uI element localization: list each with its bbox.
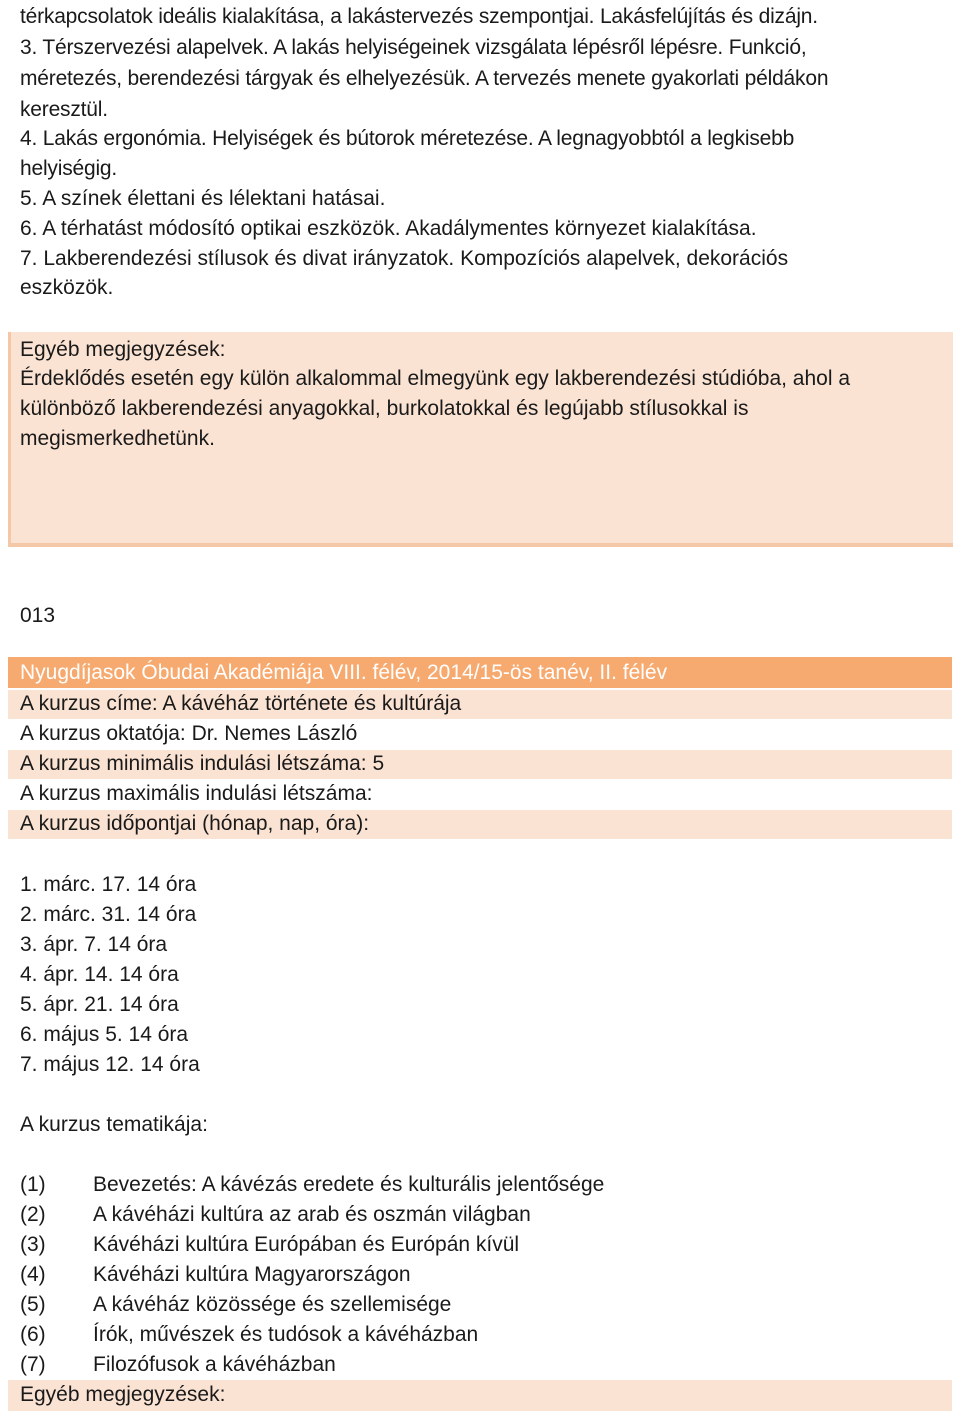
topic-number: (2)	[20, 1203, 46, 1226]
notes-heading: Egyéb megjegyzések:	[20, 338, 226, 361]
date-item: 5. ápr. 21. 14 óra	[20, 993, 179, 1016]
date-item: 3. ápr. 7. 14 óra	[20, 933, 168, 956]
course-min-size: A kurzus minimális indulási létszáma: 5	[20, 752, 385, 775]
intro-line: 7. Lakberendezési stílusok és divat irányzatok. Kompozíciós alapelvek, dekorációs	[20, 247, 789, 270]
date-item: 2. márc. 31. 14 óra	[20, 903, 197, 926]
topics-label: A kurzus tematikája:	[20, 1113, 208, 1136]
topic-text: Kávéházi kultúra Európában és Európán kívül	[93, 1233, 520, 1256]
intro-line: térkapcsolatok ideális kialakítása, a lakástervezés szempontjai. Lakásfelújítás és dizájn.	[20, 5, 818, 28]
intro-line: eszközök.	[20, 276, 114, 299]
intro-line: 6. A térhatást módosító optikai eszközök. Akadálymentes környezet kialakítása.	[20, 217, 757, 240]
date-item: 6. május 5. 14 óra	[20, 1023, 189, 1046]
program-title: Nyugdíjasok Óbudai Akadémiája VIII. félév, 2014/15-ös tanév, II. félév	[20, 661, 668, 684]
topic-text: Kávéházi kultúra Magyarországon	[93, 1263, 411, 1286]
intro-line: méretezés, berendezési tárgyak és elhelyezésük. A tervezés menete gyakorlati példákon	[20, 67, 829, 90]
topic-number: (4)	[20, 1263, 46, 1286]
topic-text: Írók, művészek és tudósok a kávéházban	[93, 1323, 479, 1346]
notes-line: megismerkedhetünk.	[20, 427, 215, 450]
date-item: 7. május 12. 14 óra	[20, 1053, 200, 1076]
notes-line: különböző lakberendezési anyagokkal, burkolatokkal és legújabb stílusokkal is	[20, 397, 749, 420]
intro-line: keresztül.	[20, 98, 108, 121]
topic-number: (6)	[20, 1323, 46, 1346]
notes-line: Érdeklődés esetén egy külön alkalommal elmegyünk egy lakberendezési stúdióba, ahol a	[20, 367, 851, 390]
course-title: A kurzus címe: A kávéház története és kultúrája	[20, 692, 462, 715]
date-item: 1. márc. 17. 14 óra	[20, 873, 197, 896]
topic-text: Bevezetés: A kávézás eredete és kulturális jelentősége	[93, 1173, 605, 1196]
topic-text: A kávéházi kultúra az arab és oszmán világban	[93, 1203, 531, 1226]
intro-line: 3. Térszervezési alapelvek. A lakás helyiségeinek vizsgálata lépésről lépésre. Funkció,	[20, 36, 807, 59]
course-dates-label: A kurzus időpontjai (hónap, nap, óra):	[20, 812, 370, 835]
course-max-size: A kurzus maximális indulási létszáma:	[20, 782, 373, 805]
topic-number: (1)	[20, 1173, 46, 1196]
topic-number: (3)	[20, 1233, 46, 1256]
topic-text: Filozófusok a kávéházban	[93, 1353, 336, 1376]
topic-number: (7)	[20, 1353, 46, 1376]
intro-line: helyiségig.	[20, 157, 118, 180]
topic-text: A kávéház közössége és szellemisége	[93, 1293, 452, 1316]
course-code: 013	[20, 604, 56, 627]
date-item: 4. ápr. 14. 14 óra	[20, 963, 179, 986]
topic-number: (5)	[20, 1293, 46, 1316]
course-instructor: A kurzus oktatója: Dr. Nemes László	[20, 722, 358, 745]
intro-line: 5. A színek élettani és lélektani hatásai.	[20, 187, 386, 210]
intro-line: 4. Lakás ergonómia. Helyiségek és bútorok méretezése. A legnagyobbtól a legkisebb	[20, 127, 795, 150]
notes2-heading: Egyéb megjegyzések:	[20, 1383, 226, 1406]
